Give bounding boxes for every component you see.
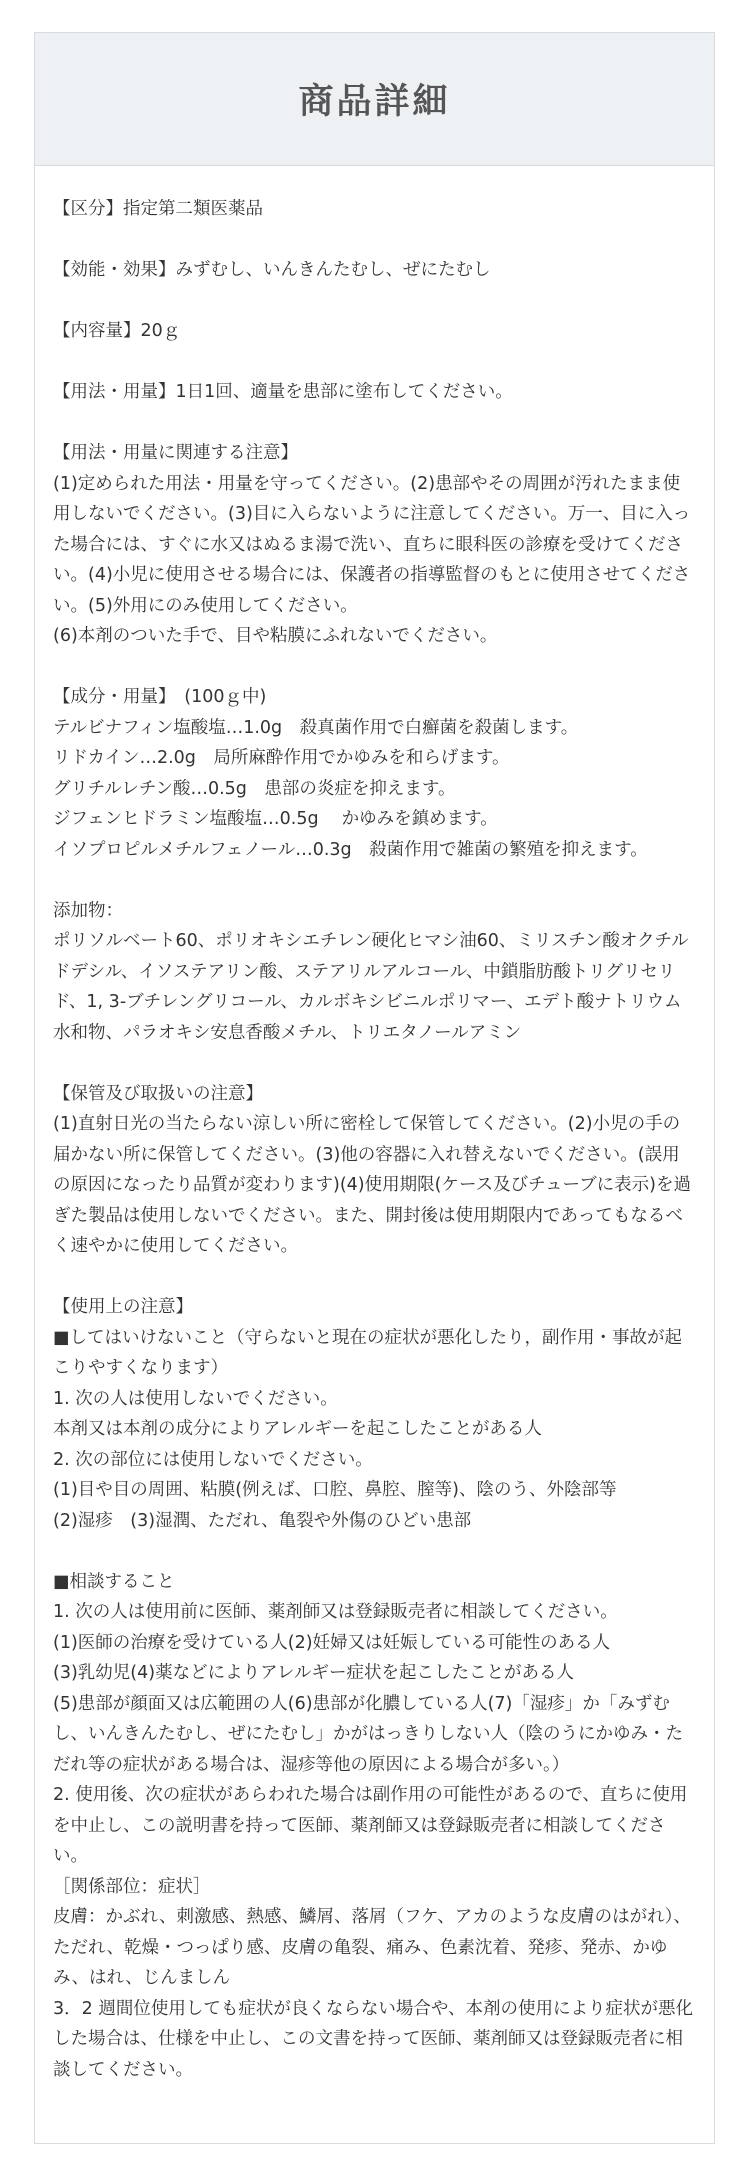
- dosage-section: 【用法・用量】1日1回、適量を患部に塗布してください。: [53, 382, 513, 402]
- usage-precautions-section: 【使用上の注意】 ■してはいけないこと（守らないと現在の症状が悪化したり，副作用・事故が起こりやすくなります） 1. 次の人は使用しないでください。 本剤又は本剤の成分によりアレルギーを起こしたことがある人 2. 次の部位には使用しないでください。 (1)目や目の周囲、粘膜(例えば、口腔、鼻腔、膣等)、陰のう、外陰部等 (2)湿疹 (3)湿潤、ただれ、亀裂や外傷のひどい患部: [53, 1297, 683, 1531]
- product-detail-card: [34, 32, 715, 2144]
- additives-section: 添加物： ポリソルベート60、ポリオキシエチレン硬化ヒマシ油60、ミリスチン酸オクチルドデシル、イソステアリン酸、ステアリルアルコール、中鎖脂肪酸トリグリセリド、1, 3-ブチレングリコール、カルボキシビニルポリマー、エデト酸ナトリウム水和物、パラオキシ安息香酸メチル、トリエタノールアミン: [53, 900, 689, 1043]
- ingredients-section: 【成分・用量】 (100ｇ中) テルビナフィン塩酸塩…1.0g 殺真菌作用で白癬菌を殺菌します。 リドカイン…2.0g 局所麻酔作用でかゆみを和らげます。 グリチルレチン酸…0.5g 患部の炎症を抑えます。 ジフェンヒドラミン塩酸塩…0.5g かゆみを鎮めます。 イソプロピルメチルフェノール…0.3g 殺菌作用で雑菌の繁殖を抑えます。: [53, 687, 648, 860]
- content-amount-section: 【内容量】20ｇ: [53, 321, 181, 341]
- card-body: [35, 166, 714, 2085]
- card-header: [35, 33, 714, 166]
- page-title: 商品詳細: [298, 82, 451, 122]
- dosage-notes-section: 【用法・用量に関連する注意】 (1)定められた用法・用量を守ってください。(2)患部やその周囲が汚れたまま使用しないでください。(3)目に入らないように注意してください。万一、目に入った場合には、すぐに水又はぬるま湯で洗い、直ちに眼科医の診療を受けてください。(4)小児に使用させる場合には、保護者の指導監督のもとに使用させてください。(5)外用にのみ使用してください。 (6)本剤のついた手で、目や粘膜にふれないでください。: [53, 443, 691, 646]
- storage-section: 【保管及び取扱いの注意】 (1)直射日光の当たらない涼しい所に密栓して保管してください。(2)小児の手の届かない所に保管してください。(3)他の容器に入れ替えないでください。(誤用の原因になったり品質が変わります)(4)使用期限(ケース及びチューブに表示)を過ぎた製品は使用しないでください。また、開封後は使用期限内であってもなるべく速やかに使用してください。: [53, 1083, 691, 1256]
- efficacy-section: 【効能・効果】みずむし、いんきんたむし、ぜにたむし: [53, 260, 491, 280]
- category-section: 【区分】指定第二類医薬品: [53, 199, 263, 219]
- consultation-section: ■相談すること 1. 次の人は使用前に医師、薬剤師又は登録販売者に相談してください。 (1)医師の治療を受けている人(2)妊婦又は妊娠している可能性のある人 (3)乳幼児(4)薬などによりアレルギー症状を起こしたことがある人 (5)患部が顔面又は広範囲の人(6)患部が化膿している人(7)「湿疹」か「みずむし、いんきんたむし、ぜにたむし」かがはっきりしない人（陰のうにかゆみ・ただれ等の症状がある場合は、湿疹等他の原因による場合が多い。） 2. 使用後、次の症状があらわれた場合は副作用の可能性があるので、直ちに使用を中止し、この説明書を持って医師、薬剤師又は登録販売者に相談してください。 ［関係部位：症状］ 皮膚：かぶれ、刺激感、熱感、鱗屑、落屑（フケ、アカのような皮膚のはがれ）、ただれ、乾燥・つっぱり感、皮膚の亀裂、痛み、色素沈着、発疹、発赤、かゆみ、はれ、じんましん 3．2 週間位使用しても症状が良くならない場合や、本剤の使用により症状が悪化した場合は、仕様を中止し、この文書を持って医師、薬剤師又は登録販売者に相談してください。: [53, 1571, 693, 2080]
